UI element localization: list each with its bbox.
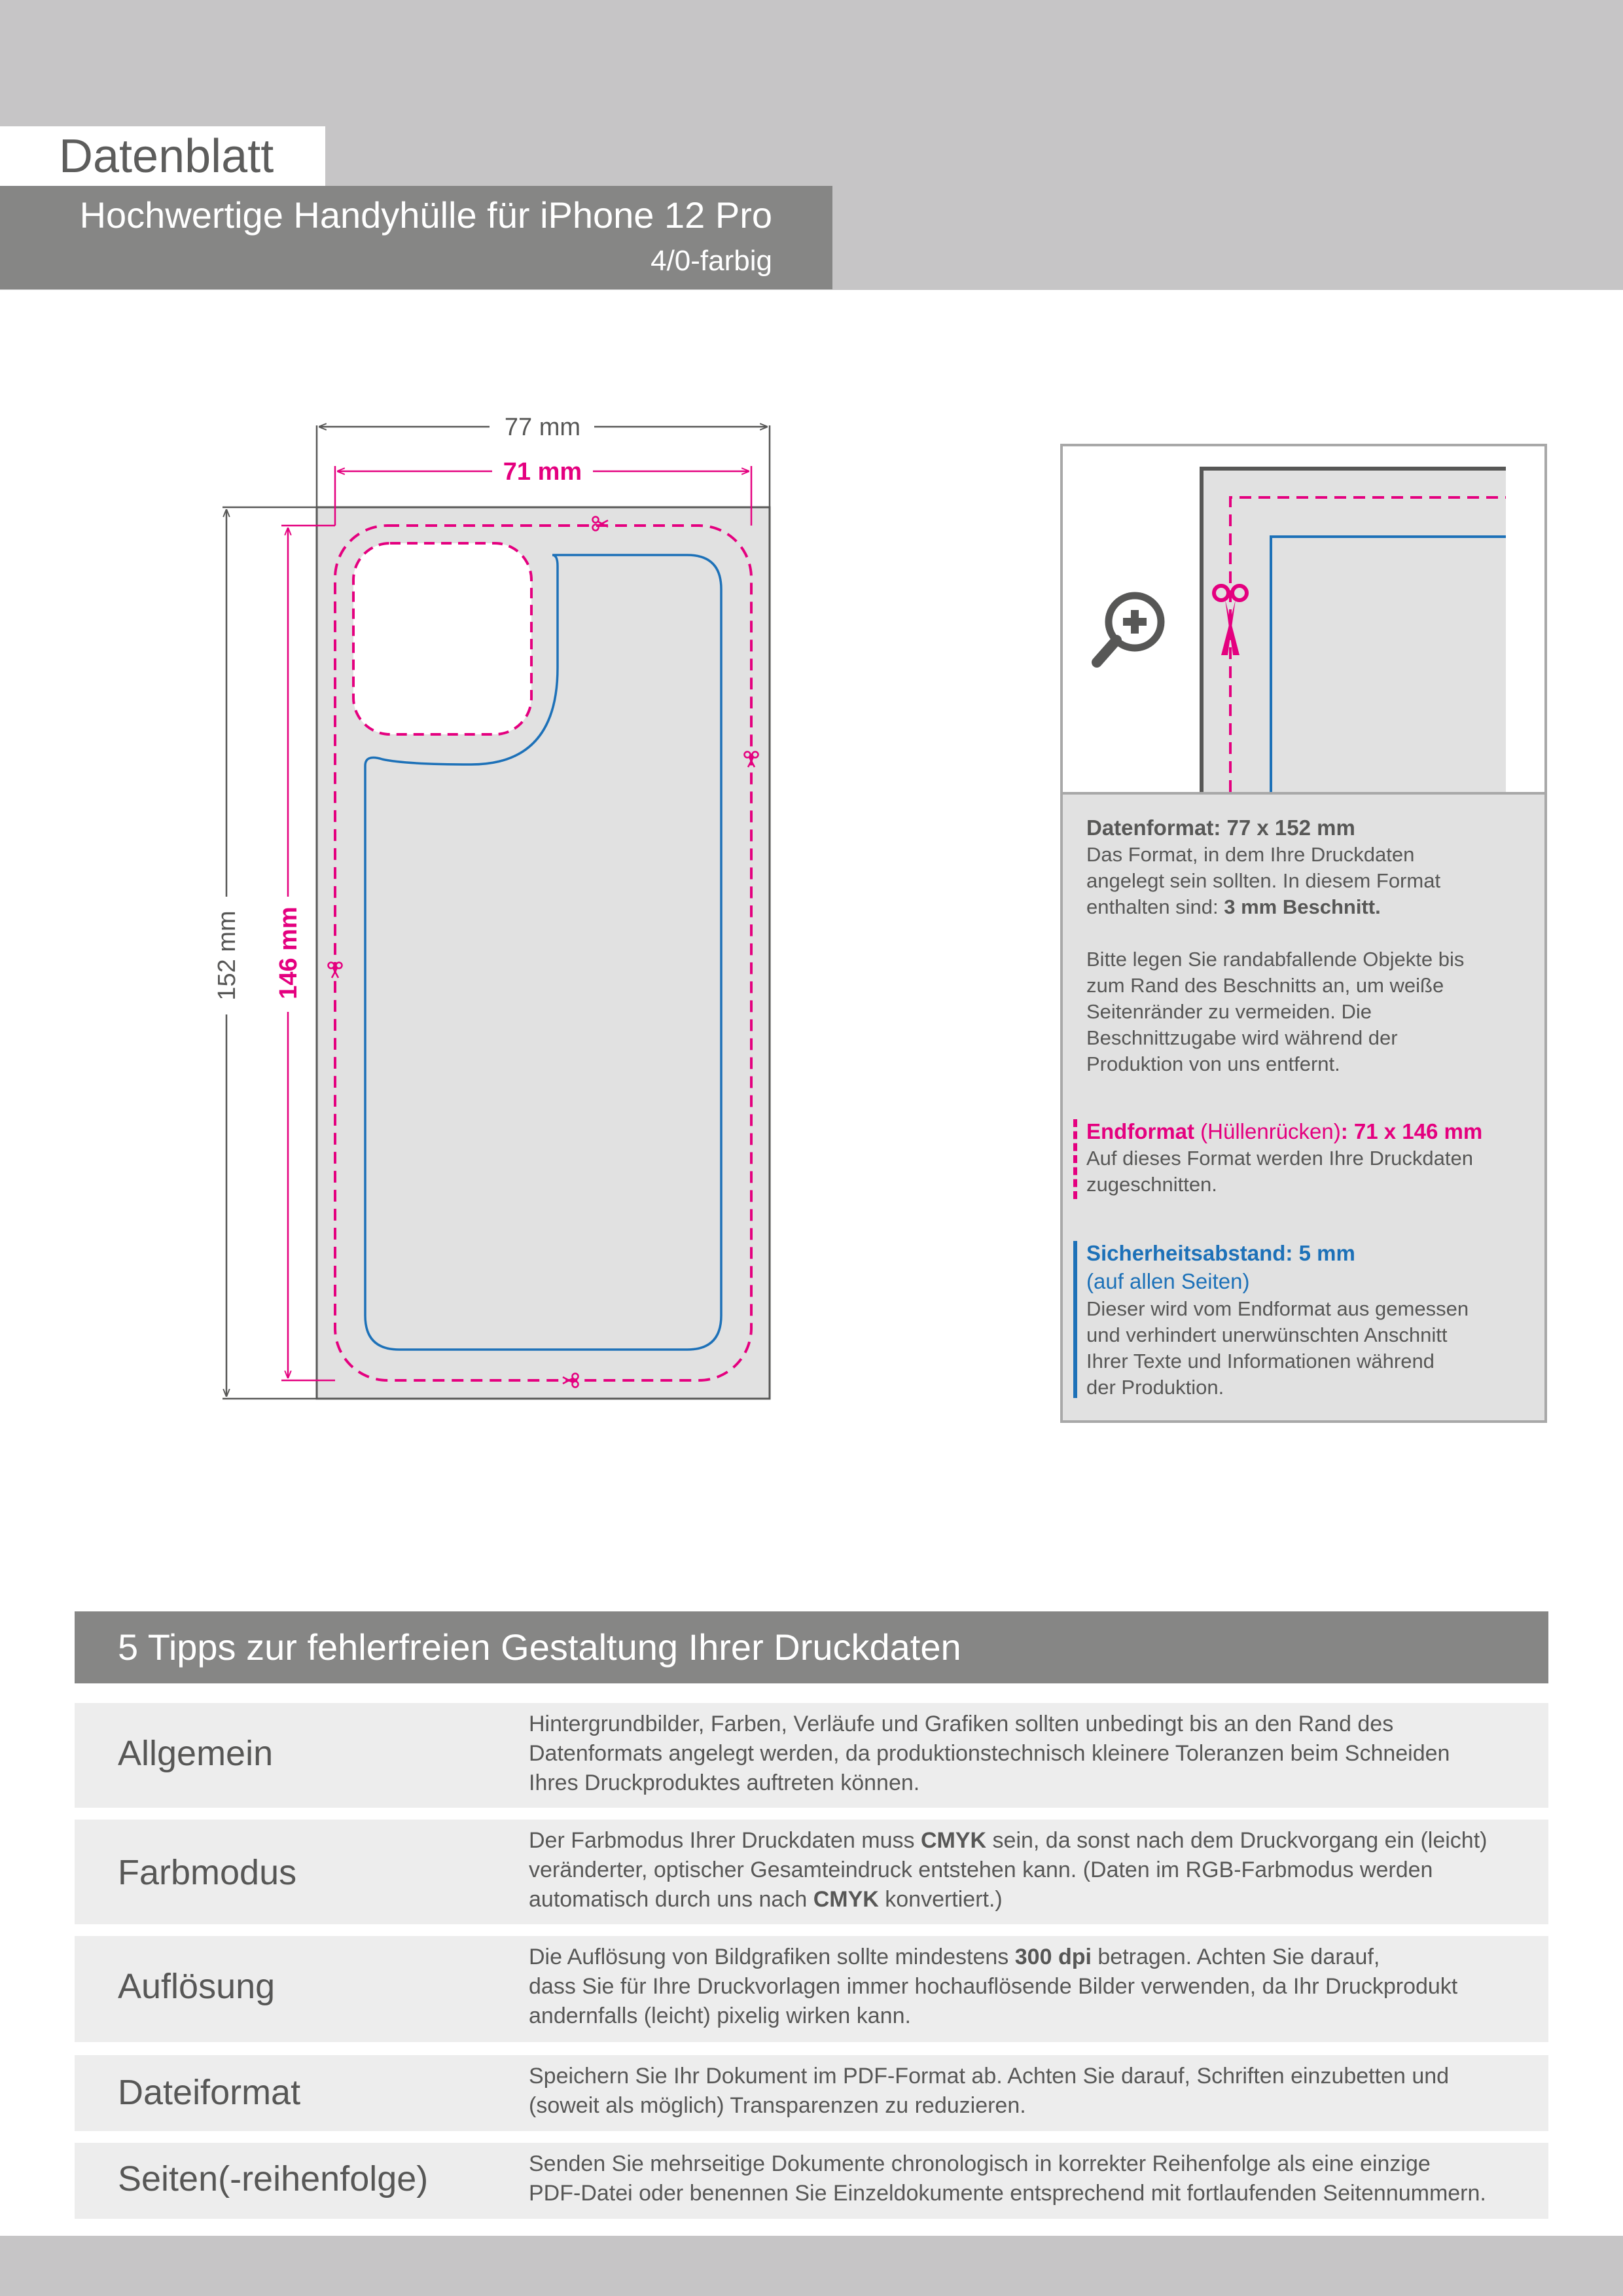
- tip-line: Hintergrundbilder, Farben, Verläufe und Grafiken sollten unbedingt bis an den Rand des: [529, 1712, 1394, 1736]
- format-diagram: [196, 393, 851, 1414]
- tip-label: Allgemein: [118, 1734, 274, 1773]
- text-span: sein, da sonst nach dem Druckvorgang ein (leicht): [986, 1828, 1488, 1853]
- tip-description: [529, 1826, 1537, 1914]
- bleed-section: [1086, 946, 1538, 1077]
- safety-text: und verhindert unerwünschten Anschnitt: [1086, 1323, 1448, 1346]
- tip-description: [529, 1710, 1537, 1798]
- text-span: : 71 x 146 mm: [1340, 1119, 1483, 1143]
- text-span: automatisch durch uns nach: [529, 1887, 813, 1912]
- highlight-text: CMYK: [920, 1828, 987, 1853]
- datenformat-text: [1086, 894, 1538, 920]
- text-span: Die Auflösung von Bildgrafiken sollte mindestens: [529, 1945, 1015, 1969]
- tip-description: [529, 2062, 1537, 2121]
- bleed-value: 3 mm Beschnitt.: [1224, 895, 1381, 918]
- safety-title: Sicherheitsabstand: 5 mm: [1086, 1241, 1355, 1265]
- datenformat-text: Das Format, in dem Ihre Druckdaten: [1086, 843, 1415, 866]
- document-title: Datenblatt: [0, 126, 325, 187]
- safety-text: der Produktion.: [1086, 1376, 1224, 1399]
- endformat-text: zugeschnitten.: [1086, 1173, 1217, 1196]
- tip-row-dateiformat: [75, 2055, 1548, 2131]
- tip-label: Farbmodus: [118, 1853, 297, 1892]
- tip-line: Ihres Druckproduktes auftreten können.: [529, 1770, 920, 1795]
- text-span: konvertiert.): [878, 1887, 1003, 1912]
- tip-row-allgemein: [75, 1703, 1548, 1808]
- footer-band: [0, 2236, 1623, 2296]
- datenformat-title: Datenformat: 77 x 152 mm: [1086, 816, 1355, 840]
- endformat-text: Auf dieses Format werden Ihre Druckdaten: [1086, 1147, 1473, 1170]
- zoom-in-icon: [1097, 596, 1161, 662]
- endformat-marker: [1073, 1119, 1081, 1199]
- height-data-label: 152 mm: [213, 910, 241, 1001]
- tip-description: [529, 2149, 1537, 2208]
- zoom-detail-graphic: [1063, 446, 1544, 792]
- safety-subtitle: (auf allen Seiten): [1086, 1269, 1250, 1293]
- tip-line: Datenformats angelegt werden, da produktionstechnisch kleinere Toleranzen beim Schneiden: [529, 1741, 1450, 1766]
- bleed-text: Bitte legen Sie randabfallende Objekte bis: [1086, 948, 1465, 971]
- tip-description: [529, 1943, 1537, 2031]
- width-data-label: 77 mm: [504, 414, 581, 441]
- tip-label: Dateiformat: [118, 2073, 301, 2112]
- tip-line: PDF-Datei oder benennen Sie Einzeldokumente entsprechend mit fortlaufenden Seitennummern.: [529, 2181, 1486, 2206]
- tip-line: [529, 1885, 1537, 1914]
- highlight-text: 300 dpi: [1014, 1945, 1092, 1969]
- endformat-title: [1086, 1118, 1544, 1145]
- safety-marker: [1073, 1241, 1077, 1398]
- tip-label: Seiten(-reihenfolge): [118, 2159, 429, 2198]
- datenformat-section: [1086, 814, 1538, 920]
- datenformat-text: angelegt sein sollten. In diesem Format: [1086, 869, 1441, 892]
- safety-section: [1086, 1240, 1538, 1401]
- height-final-label: 146 mm: [275, 906, 302, 999]
- safety-text: Dieser wird vom Endformat aus gemessen: [1086, 1297, 1469, 1320]
- product-bar: [0, 186, 832, 289]
- endformat-section: [1086, 1118, 1544, 1198]
- tip-line: [529, 1826, 1537, 1856]
- text-span: betragen. Achten Sie darauf,: [1091, 1945, 1380, 1969]
- zoom-detail-panel: [1063, 446, 1544, 795]
- bleed-text: Seitenränder zu vermeiden. Die: [1086, 1000, 1372, 1023]
- tip-row-seiten: [75, 2143, 1548, 2219]
- tip-line: Senden Sie mehrseitige Dokumente chronologisch in korrekter Reihenfolge als eine einzige: [529, 2151, 1431, 2176]
- tip-label: Auflösung: [118, 1967, 276, 2006]
- safety-text: Ihrer Texte und Informationen während: [1086, 1350, 1435, 1372]
- width-final-label: 71 mm: [503, 458, 582, 486]
- product-name: Hochwertige Handyhülle für iPhone 12 Pro: [79, 194, 772, 236]
- tip-line: Speichern Sie Ihr Dokument im PDF-Format ab. Achten Sie darauf, Schriften einzubetten und: [529, 2064, 1450, 2089]
- tip-row-farbmodus: [75, 1820, 1548, 1924]
- bleed-text: Produktion von uns entfernt.: [1086, 1052, 1340, 1075]
- color-mode: 4/0-farbig: [651, 245, 772, 277]
- tip-line: veränderter, optischer Gesamteindruck entstehen kann. (Daten im RGB-Farbmodus werden: [529, 1857, 1433, 1882]
- text-span: enthalten sind:: [1086, 895, 1224, 918]
- camera-cutout: [353, 543, 531, 734]
- text-span: Endformat: [1086, 1119, 1194, 1143]
- tips-header: 5 Tipps zur fehlerfreien Gestaltung Ihrer Druckdaten: [75, 1611, 1548, 1683]
- tip-line: [529, 1943, 1537, 1972]
- bleed-text: zum Rand des Beschnitts an, um weiße: [1086, 974, 1444, 997]
- tip-line: (soweit als möglich) Transparenzen zu reduzieren.: [529, 2093, 1026, 2118]
- highlight-text: CMYK: [813, 1887, 879, 1912]
- info-box: [1060, 444, 1547, 1423]
- tip-row-aufloesung: [75, 1936, 1548, 2042]
- text-span: (Hüllenrücken): [1194, 1119, 1341, 1143]
- tip-line: dass Sie für Ihre Druckvorlagen immer hochauflösende Bilder verwenden, da Ihr Druckprodukt: [529, 1974, 1458, 1999]
- text-span: Der Farbmodus Ihrer Druckdaten muss: [529, 1828, 921, 1853]
- tip-line: andernfalls (leicht) pixelig wirken kann.: [529, 2003, 911, 2028]
- bleed-text: Beschnittzugabe wird während der: [1086, 1026, 1398, 1049]
